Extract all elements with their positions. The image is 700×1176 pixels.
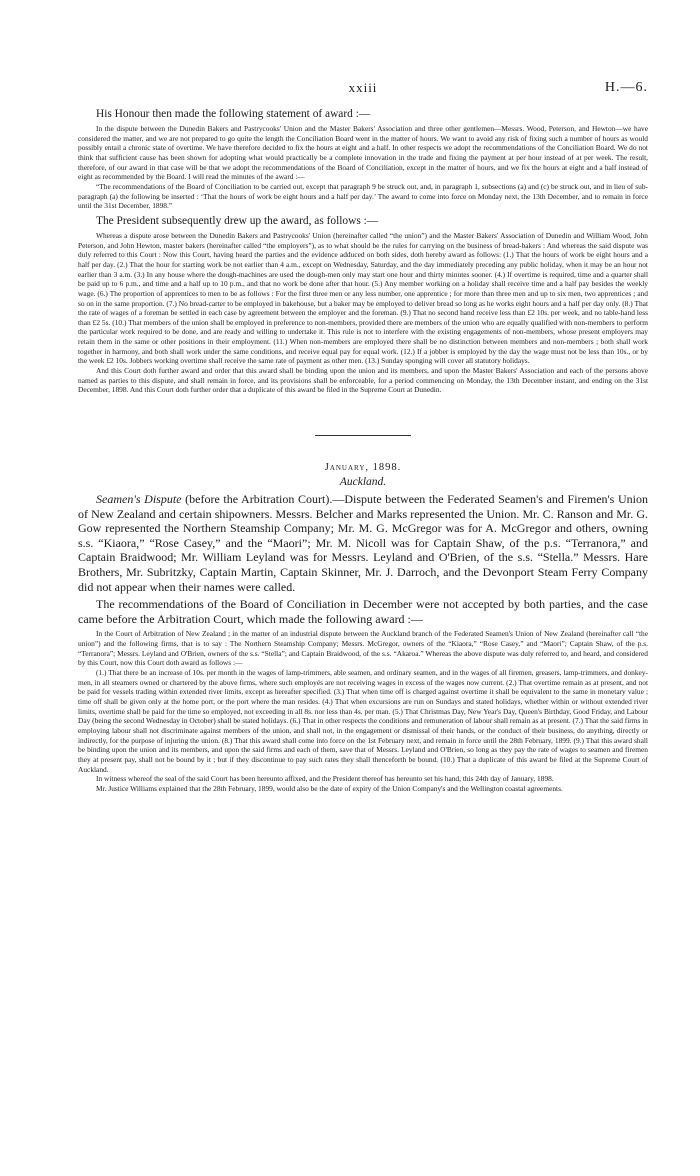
- statement-paragraph: In the dispute between the Dunedin Bakers and Pastrycooks' Union and the Master Bakers' Association and three other gentlemen—Messrs. Wood, Peterson, and Hewton—we have considered the matter, and we are not prepared to go quite the length the Conciliation Board went in the matter of hours. We want to avoid any risk of fixing such a number of hours as would possibly entail a chronic state of overtime. We have therefore decided to fix the hours at eight and a half. In other respects we adopt the recommendations of the Conciliation Board. We do not think that sufficient cause has been shown for adopting what would practically be a complete innovation in the trade and fixing the payment at per hour instead of at per week. The result, therefore, of our award in that case will be that we adopt the recommendations of the Board of Conciliation, except in the matter of hours, and we fix the hours at eight and a half instead of eight as recommended by the Board. I will read the minutes of the award :—: [78, 124, 648, 182]
- recommendations-paragraph: The recommendations of the Board of Conciliation in December were not accepted by both parties, and the case came before the Arbitration Court, which made the following award :—: [78, 597, 648, 626]
- dispute-label: Seamen's Dispute: [96, 492, 182, 507]
- award-clauses-paragraph: (1.) That there be an increase of 10s. per month in the wages of lamp-trimmers, able seamen, and ordinary seamen, and in the wages of all firemen, greasers, lamp-trimmers, and donkey-men, in all steamers owned or chartered by the above firms, where such employés are not receiving wages in excess of the wages now current. (2.) That overtime remain as at present, and not be paid for vessels trading within extended river limits, except as hereafter specified. (3.) That when time off is charged against overtime it shall be equivalent to the same in monetary value ; time off shall be given only at the home port, or the port where the man resides. (4.) That when excursions are run on Sundays and stated holidays, whether within or without extended river limits, overtime shall be paid for the time so employed, not exceeding in all 8s. nor less than 4s. per man. (5.) That Christmas Day, New Year's Day, Queen's Birthday, Good Friday, and Labour Day (being the second Wednesday in October) shall be stated holidays. (6.) That in other respects the conditions and remuneration of labour shall remain as at present. (7.) That the said firms in employing labour shall not discriminate against members of the union, and shall not, in the engagement or dismissal of their hands, or the conduct of their business, do anything, directly or indirectly, for the purpose of injuring the union. (8.) That this award shall come into force on the 1st February next, and remain in force until the 28th February, 1899. (9.) That this award shall be binding upon the union and its members, and upon the said firms and each of them, save that of Messrs. Leyland and O'Brien, so long as they pay the rate of wages to seamen and firemen they at present pay, shall not be bound by it ; but if they discontinue to pay such rates they shall thenceforth be bound. (10.) That a duplicate of this award be filed at the Supreme Court of Auckland.: [78, 668, 648, 774]
- minutes-quote-paragraph: “The recommendations of the Board of Conciliation to be carried out, except that paragraph 9 be struck out, and, in paragraph 1, subsections (a) and (c) be struck out, and in lieu of sub-paragraph (a) the following be inserted : ‘That the hours of work be eight hours and a half per day.’ The award to come into force on Monday next, the 13th December, and to remain in force until the 31st December, 1898.”: [78, 181, 648, 211]
- section-divider: [315, 435, 411, 436]
- document-reference: H.—6.: [604, 80, 648, 95]
- witness-paragraph: In witness whereof the seal of the said Court has been hereunto affixed, and the President thereof has hereunto set his hand, this 24th day of January, 1898.: [96, 774, 554, 784]
- dispute-lead-text: (before the Arbitration Court).—Dispute between the Federated Seamen's and Firemen's Union of New Zealand and certain shipowners. Messrs. Belcher and Marks represented the Union. Mr. C. Ranson and Mr. G. Gow represented the Northern Steamship Company; Mr. M. G. McGregor was for A. McGregor and others, owning s.s. “Kiaora,” “Rose Casey,” and the “Maori”; Mr. M. Nicoll was for Captain Shaw, of the p.s. “Terranora,” and Captain Braidwood; Mr. William Leyland was for Messrs. Leyland and O'Brien, of the s.s. “Stella.” Messrs. Hare Brothers, Mr. Subritzky, Captain Martin, Captain Skinner, Mr. J. Darroch, and the Devonport Steam Ferry Company did not appear when their names were called.: [78, 492, 648, 594]
- page-number: xxiii: [348, 80, 378, 95]
- place-heading: Auckland.: [339, 476, 387, 489]
- dispute-lead-paragraph: [78, 492, 648, 594]
- court-preamble-paragraph: In the Court of Arbitration of New Zealand ; in the matter of an industrial dispute between the Auckland branch of the Federated Seamen's Union of New Zealand (hereinafter call “the union”) and the following firms, that is to say : The Northern Steamship Company; Messrs. McGregor, owners of the “Kiaora,” “Rose Casey,” and “Maori”; Captain Shaw, of the p.s. “Terranora”; Messrs. Leyland and O'Brien, owners of the s.s. “Stella”; and Captain Braidwood, of the s.s. “Akaroa.” Whereas the above dispute was duly referred to, and heard, and considered by this Court, now this Court doth award as follows :—: [78, 629, 648, 668]
- month-heading: January, 1898.: [324, 462, 402, 474]
- page-header: [78, 80, 648, 104]
- bakers-statement-section: [78, 107, 648, 211]
- statement-intro: His Honour then made the following statement of award :—: [96, 108, 371, 120]
- award-order-paragraph: And this Court doth further award and order that this award shall be binding upon the union and its members, and upon the Master Bakers' Association and each of the persons above named as parties to this dispute, and shall remain in force, and its provisions shall be enforceable, for a period commencing on Monday, the 13th December instant, and ending on the 31st December, 1898. And this Court doth further order that a duplicate of this award be filed in the Supreme Court at Dunedin.: [78, 366, 648, 395]
- award-intro: The President subsequently drew up the award, as follows :—: [96, 214, 379, 227]
- award-paragraph: Whereas a dispute arose between the Dunedin Bakers and Pastrycooks' Union (hereinafter called “the union”) and the Master Bakers' Association of Dunedin and William Wood, John Peterson, and John Hewton, master bakers (hereinafter called “the employers”), as to what should be the rules for carrying on the business of bread-bakers : And whereas the said dispute was duly referred to this Court : Now this Court, having heard the parties and the evidence adduced on both sides, doth hereby award as follows: (1.) That the hours of work be eight hours and a half per day. (2.) That the hour for starting work be not earlier than 4 a.m., except on Wednesday, Saturday, and the day immediately preceding any public holiday, when it may be an hour not earlier than 3 a.m. (3.) In any house where the dough-machines are used the dough-men only may start one hour and thirty minutes sooner. (4.) If overtime is required, time and a quarter shall be paid up to 6 p.m., and time and a half up to 10 p.m., and that no work be done after that hour. (5.) Any member working on a holiday shall receive time and a half pay besides the weekly wage. (6.) The proportion of apprentices to men to be as follows : For the first three men or any less number, one apprentice ; for more than three men and up to six men, two apprentices ; and so on in the same proportion. (7.) No bread-carter to be employed in bakehouse, but a baker may be employed to deliver bread so long as he works eight hours and a half per day only. (8.) That the rate of wages of a foreman be settled in each case by agreement between the employer and the foreman. (9.) That no second hand receive less than £2 10s. per week, and no table-hand less than £2 5s. (10.) That members of the union shall be employed in preference to non-members, provided there are members of the union who are equally qualified with non-members to perform the particular work required to be done, and are ready and willing to undertake it. This rule is not to interfere with the existing engagements of non-members, whose present employers may retain them in the same or other positions in their employment. (11.) When non-members are employed there shall be no distinction between members and non-members ; both shall work together in harmony, and both shall work under the same conditions, and receive equal pay for equal work. (12.) If a jobber is employed by the day the wage must not be less than 10s., or by the week £2 10s. Jobbers working overtime shall receive the same rate of payment as other men. (13.) Sunday sponging will cover all statutory holidays.: [78, 230, 648, 366]
- expiry-note-paragraph: Mr. Justice Williams explained that the 28th February, 1899, would also be the date of expiry of the Union Company's and the Wellington coastal agreements.: [96, 783, 563, 793]
- seamens-dispute-section: [78, 462, 648, 794]
- bakers-award-section: [78, 214, 648, 395]
